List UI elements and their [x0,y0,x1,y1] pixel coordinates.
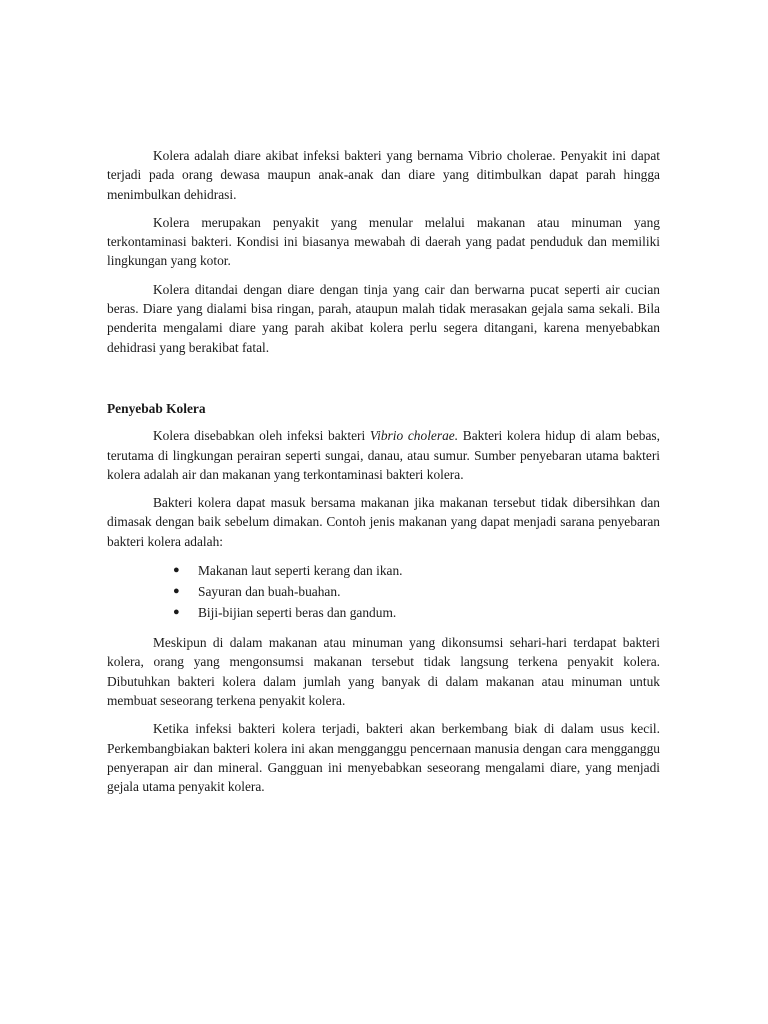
list-item-text: Makanan laut seperti kerang dan ikan. [198,563,403,579]
intro-paragraph-3: Kolera ditandai dengan diare dengan tinja yang cair dan berwarna pucat seperti air cucian beras. Diare yang dialami bisa ringan, parah, ataupun malah tidak merasakan gejala sama sekali. Bila penderita mengalami diare yang parah akibat kolera perlu segera ditangani, karena menyebabkan dehidrasi yang berakibat fatal. [107,281,660,355]
list-item-text: Sayuran dan buah-buahan. [198,584,341,600]
cause-paragraph-1 [107,426,660,484]
intro-paragraph-2: Kolera merupakan penyakit yang menular melalui makanan atau minuman yang terkontaminasi bakteri. Kondisi ini biasanya mewabah di daerah yang padat penduduk dan memiliki lingkungan yang kotor. [107,214,660,269]
section-spacer [107,366,660,399]
list-item-text: Biji-bijian seperti beras dan gandum. [198,605,397,621]
food-list [107,560,660,623]
bacteria-name-italic: Vibrio cholerae. [369,428,459,444]
bullet-icon: ● [173,585,180,598]
cause-paragraph-1-lead: Kolera disebabkan oleh infeksi bakteri [153,428,370,444]
section-heading: Penyebab Kolera [107,400,206,416]
bullet-icon: ● [173,606,180,619]
cause-paragraph-3: Meskipun di dalam makanan atau minuman yang dikonsumsi sehari-hari terdapat bakteri kolera, orang yang mengonsumsi makanan tersebut tidak langsung terkena penyakit kolera. Dibutuhkan bakteri kolera dalam jumlah yang banyak di dalam makanan atau minuman untuk membuat seseorang terkena penyakit kolera. [107,635,660,708]
bullet-icon: ● [173,564,180,577]
list-item [107,581,660,602]
intro-paragraph-1: Kolera adalah diare akibat infeksi bakteri yang bernama Vibrio cholerae. Penyakit ini dapat terjadi pada orang dewasa maupun anak-anak dan diare yang ditimbulkan dapat parah hingga menimbulkan dehidrasi. [107,148,660,202]
document-page [107,146,660,805]
list-item [107,560,660,581]
cause-paragraph-2: Bakteri kolera dapat masuk bersama makanan jika makanan tersebut tidak dibersihkan dan dimasak dengan baik sebelum dimakan. Contoh jenis makanan yang dapat menjadi sarana penyebaran bakteri kolera adalah: [107,495,660,549]
list-item [107,602,660,623]
cause-paragraph-4: Ketika infeksi bakteri kolera terjadi, bakteri akan berkembang biak di dalam usus kecil. Perkembangbiakan bakteri kolera ini akan mengganggu pencernaan manusia dengan cara mengganggu penyerapan air dan mineral. Gangguan ini menyebabkan seseorang mengalami diare, yang menjadi gejala utama penyakit kolera. [107,721,660,795]
cause-paragraph-1-rest: Bakteri kolera hidup di alam bebas, terutama di lingkungan perairan seperti sungai, danau, atau sumur. Sumber penyebaran utama bakteri kolera adalah air dan makanan yang terkontaminasi bakteri kolera. [107,428,660,482]
